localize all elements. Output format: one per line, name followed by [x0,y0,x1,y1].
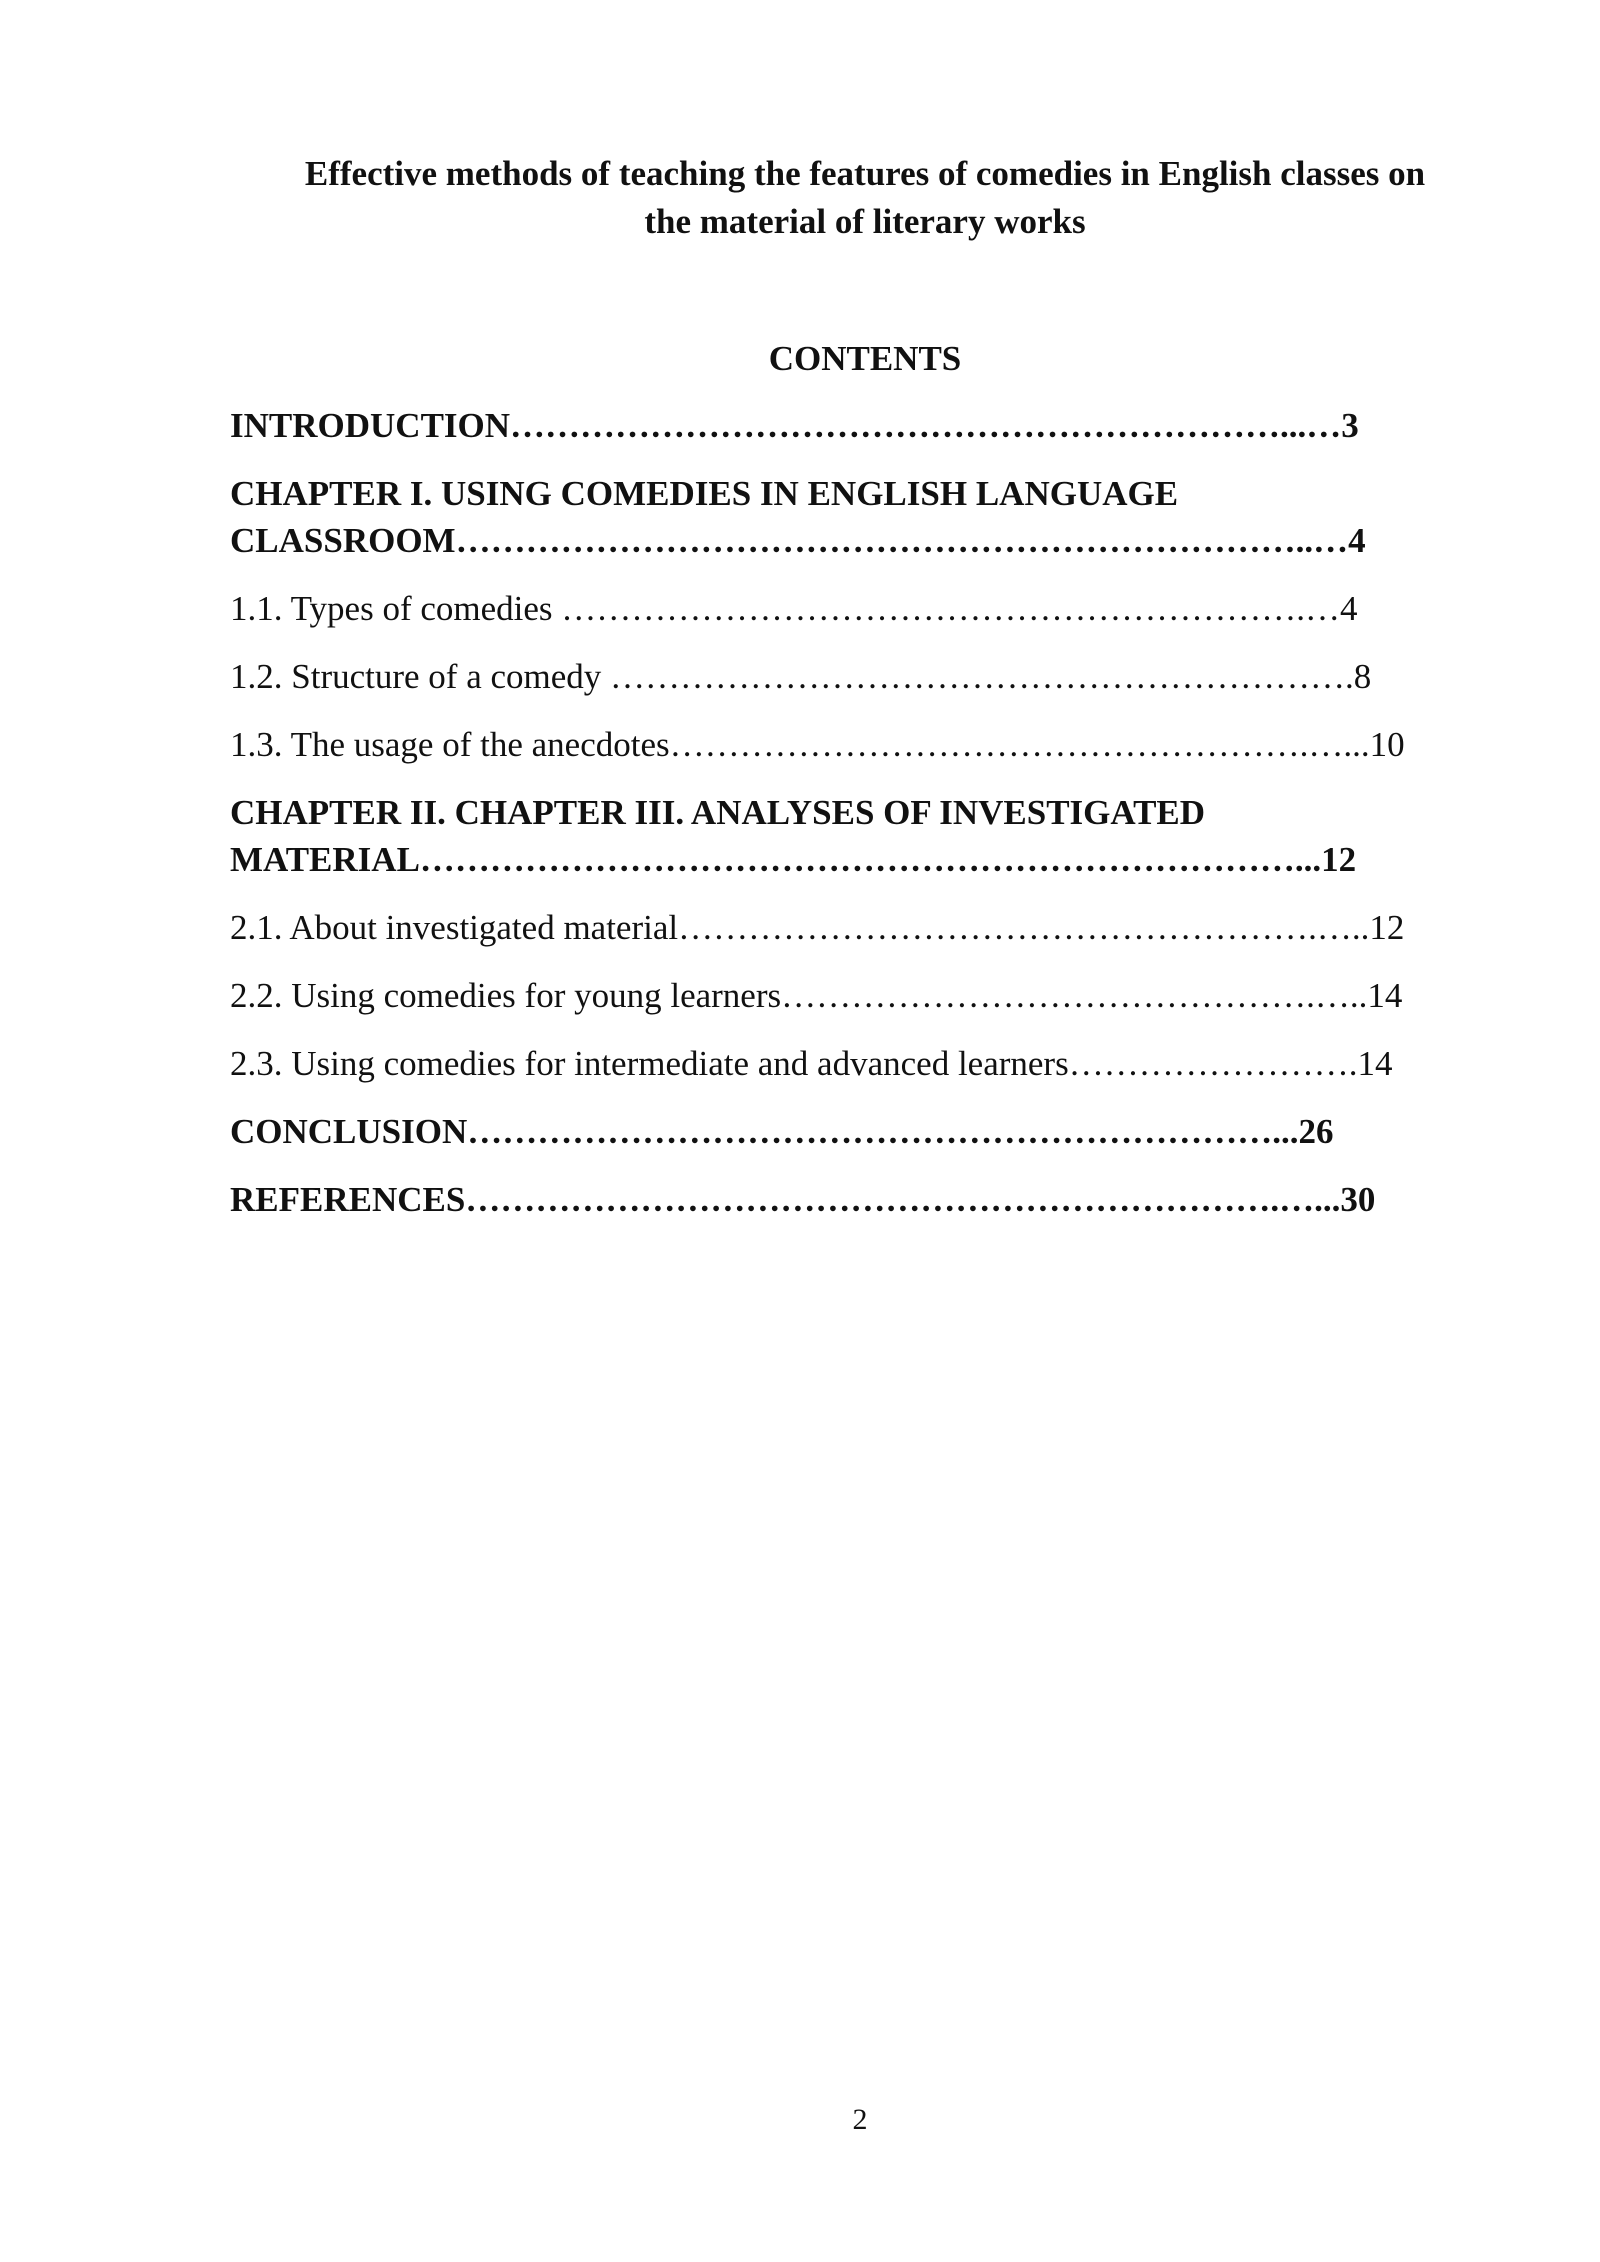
document-title-line-2: the material of literary works [644,202,1086,241]
contents-heading: CONTENTS [768,339,962,378]
toc-section-1-2: 1.2. Structure of a comedy ……………………………………………………….8 [230,657,1372,696]
toc-section-2-3: 2.3. Using comedies for intermediate and advanced learners…………………….14 [230,1044,1393,1083]
toc-section-1-3: 1.3. The usage of the anecdotes……………………………………………….…...10 [230,725,1405,764]
toc-section-1-1: 1.1. Types of comedies ……………………………………………………….…4 [230,589,1358,628]
toc-chapter-1-line-2: CLASSROOM………………………………………………………………..…4 [230,521,1366,560]
document-title [230,150,1500,246]
page-number: 2 [852,2103,868,2136]
toc-chapter-2-line-2: MATERIAL…………………………………………………………………...12 [230,840,1357,879]
toc-conclusion: CONCLUSION……………………………………………………………...26 [230,1112,1334,1151]
toc-chapter-2-line-1: CHAPTER II. CHAPTER III. ANALYSES OF INVESTIGATED [230,793,1206,832]
table-of-contents [230,402,1530,1223]
toc-introduction: INTRODUCTION…………………………………………………………...…3 [230,406,1359,445]
toc-chapter-1-line-1: CHAPTER I. USING COMEDIES IN ENGLISH LANGUAGE [230,474,1179,513]
toc-references: REFERENCES…………………………………………………………….…...30 [230,1180,1376,1219]
document-title-line-1: Effective methods of teaching the features of comedies in English classes on [304,154,1426,193]
toc-section-2-2: 2.2. Using comedies for young learners……………………………………….…..14 [230,976,1403,1015]
toc-section-2-1: 2.1. About investigated material……………………………………………….…..12 [230,908,1405,947]
